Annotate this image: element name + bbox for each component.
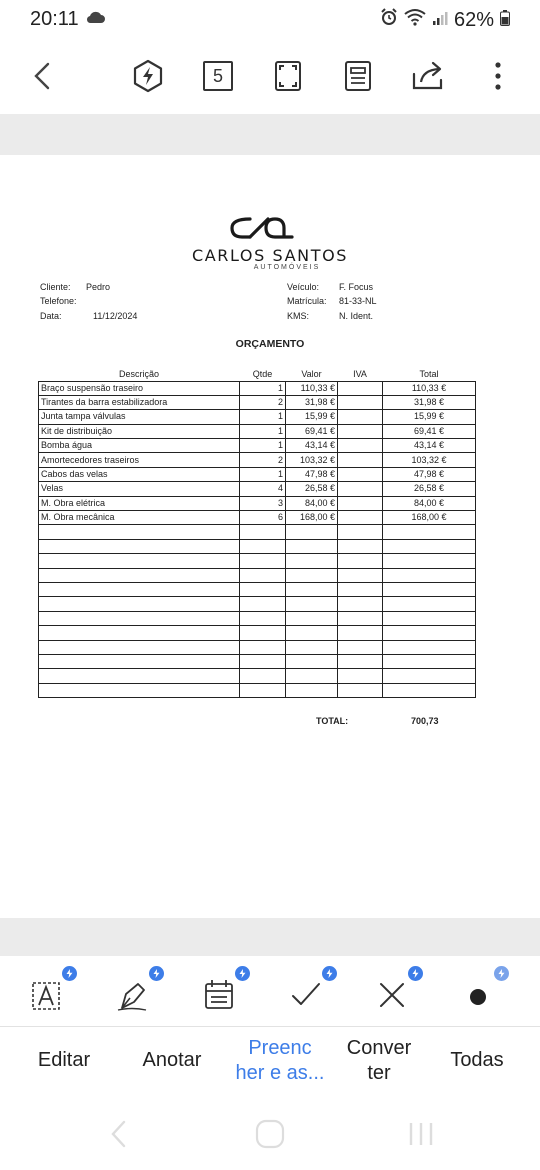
table-cell: M. Obra elétrica <box>39 496 240 510</box>
table-row <box>39 424 476 438</box>
table-cell <box>338 669 383 683</box>
table-cell: 1 <box>240 467 286 481</box>
date-value: 11/12/2024 <box>93 311 138 321</box>
share-button[interactable] <box>408 54 448 98</box>
table-cell: 1 <box>240 439 286 453</box>
tab-fill-and-sign[interactable] <box>230 1036 330 1086</box>
more-options-button[interactable] <box>478 54 518 98</box>
table-row-empty <box>39 669 476 683</box>
table-cell <box>240 539 286 553</box>
viewer-background-bottom <box>0 918 540 956</box>
table-row-empty <box>39 568 476 582</box>
column-header: Descrição <box>39 367 240 381</box>
table-row-empty <box>39 640 476 654</box>
text-field-tool[interactable] <box>25 968 73 1016</box>
signal-icon <box>432 9 448 32</box>
tab-edit[interactable]: Editar <box>37 1049 91 1071</box>
document-title: ORÇAMENTO <box>235 338 305 350</box>
company-subtitle: AUTOMÓVEIS <box>253 264 321 271</box>
nav-back-icon <box>108 1119 130 1149</box>
dot-tool[interactable] <box>457 968 505 1016</box>
table-cell <box>338 410 383 424</box>
table-cell <box>240 626 286 640</box>
table-cell: 3 <box>240 496 286 510</box>
table-cell <box>39 683 240 697</box>
text-box-icon <box>25 974 65 1014</box>
table-cell: 15,99 € <box>286 410 338 424</box>
date-tool[interactable] <box>198 968 246 1016</box>
table-cell <box>286 683 338 697</box>
kms-value: N. Ident. <box>339 311 374 321</box>
table-cell <box>286 654 338 668</box>
table-row-empty <box>39 554 476 568</box>
table-cell: 110,33 € <box>383 381 476 395</box>
system-navigation-bar <box>0 1105 540 1170</box>
table-cell: 47,98 € <box>286 467 338 481</box>
plate-label: Matrícula: <box>287 296 327 306</box>
table-cell: 84,00 € <box>383 496 476 510</box>
plate-value: 81-33-NL <box>339 296 377 306</box>
table-cell <box>383 626 476 640</box>
document-view-icon <box>344 60 372 92</box>
table-cell <box>338 424 383 438</box>
table-cell <box>286 525 338 539</box>
table-cell <box>338 654 383 668</box>
premium-badge-icon <box>322 966 337 981</box>
table-cell: 2 <box>240 395 286 409</box>
table-cell: 47,98 € <box>383 467 476 481</box>
tab-label-line: ter <box>367 1062 391 1084</box>
table-row <box>39 395 476 409</box>
table-cell <box>39 640 240 654</box>
page-count-button[interactable] <box>198 54 238 98</box>
tab-convert[interactable] <box>338 1036 420 1086</box>
tab-annotate[interactable]: Anotar <box>142 1049 202 1071</box>
table-cell <box>240 554 286 568</box>
table-cell <box>338 568 383 582</box>
table-cell <box>240 525 286 539</box>
kms-label: KMS: <box>287 311 310 321</box>
table-cell: Velas <box>39 482 240 496</box>
table-cell: 110,33 € <box>286 381 338 395</box>
battery-icon <box>500 9 510 32</box>
table-cell <box>383 582 476 596</box>
table-cell <box>39 611 240 625</box>
table-cell <box>383 669 476 683</box>
table-row-empty <box>39 626 476 640</box>
table-cell <box>338 611 383 625</box>
page-count-badge: 5 <box>203 61 233 91</box>
share-icon <box>411 60 445 92</box>
table-cell <box>286 568 338 582</box>
table-cell: 1 <box>240 381 286 395</box>
table-cell <box>383 554 476 568</box>
tab-all[interactable]: Todas <box>450 1049 504 1071</box>
table-cell: 6 <box>240 511 286 525</box>
table-cell: Cabos das velas <box>39 467 240 481</box>
table-cell: 43,14 € <box>286 439 338 453</box>
nav-home-icon <box>255 1119 285 1149</box>
table-cell <box>240 597 286 611</box>
table-cell <box>338 539 383 553</box>
company-logo-icon <box>228 215 296 246</box>
table-row-empty <box>39 654 476 668</box>
table-cell: 26,58 € <box>383 482 476 496</box>
table-row-empty <box>39 611 476 625</box>
table-row <box>39 410 476 424</box>
lightning-hexagon-icon <box>132 59 164 93</box>
checkmark-icon <box>285 974 325 1014</box>
table-cell: 103,32 € <box>383 453 476 467</box>
table-cell <box>286 611 338 625</box>
cloud-icon <box>86 10 106 29</box>
table-cell: 1 <box>240 410 286 424</box>
table-cell <box>39 597 240 611</box>
table-cell <box>286 582 338 596</box>
table-cell: 26,58 € <box>286 482 338 496</box>
total-value: 700,73 <box>411 716 439 726</box>
table-cell: 103,32 € <box>286 453 338 467</box>
signature-tool[interactable] <box>112 968 160 1016</box>
table-cell <box>383 683 476 697</box>
table-cell <box>286 597 338 611</box>
table-cell: 31,98 € <box>286 395 338 409</box>
client-value: Pedro <box>86 282 111 292</box>
table-cell <box>338 582 383 596</box>
table-row-empty <box>39 683 476 697</box>
date-label: Data: <box>40 311 62 321</box>
table-cell: 2 <box>240 453 286 467</box>
table-cell: 31,98 € <box>383 395 476 409</box>
table-cell <box>240 582 286 596</box>
wifi-icon <box>404 8 426 32</box>
table-cell: Braço suspensão traseiro <box>39 381 240 395</box>
table-row <box>39 511 476 525</box>
table-cell <box>286 626 338 640</box>
table-cell <box>39 582 240 596</box>
table-cell <box>383 539 476 553</box>
pen-nib-icon <box>112 974 152 1014</box>
table-cell: Tirantes da barra estabilizadora <box>39 395 240 409</box>
table-cell <box>338 597 383 611</box>
total-label: TOTAL: <box>316 716 349 726</box>
table-cell <box>338 511 383 525</box>
tab-label-line: Conver <box>346 1037 412 1059</box>
table-cell <box>383 640 476 654</box>
table-cell <box>338 381 383 395</box>
table-cell <box>338 683 383 697</box>
tab-label-line: Preenc <box>248 1037 312 1059</box>
table-cell <box>338 467 383 481</box>
table-cell <box>383 611 476 625</box>
table-cell: 4 <box>240 482 286 496</box>
table-cell <box>240 611 286 625</box>
alarm-icon <box>380 8 398 32</box>
table-cell <box>286 640 338 654</box>
table-cell <box>39 669 240 683</box>
quick-actions-button[interactable] <box>128 54 168 98</box>
status-time: 20:11 <box>30 8 79 30</box>
client-label: Cliente: <box>40 282 71 292</box>
table-cell <box>338 640 383 654</box>
column-header: Valor <box>286 367 338 381</box>
table-cell: 168,00 € <box>286 511 338 525</box>
table-cell <box>286 539 338 553</box>
table-cell <box>383 597 476 611</box>
table-cell <box>286 669 338 683</box>
dot-icon <box>457 974 497 1014</box>
table-cell: Bomba água <box>39 439 240 453</box>
table-cell <box>240 568 286 582</box>
back-button[interactable] <box>22 54 62 98</box>
table-cell <box>240 654 286 668</box>
table-cell <box>240 683 286 697</box>
table-cell <box>383 654 476 668</box>
table-row <box>39 496 476 510</box>
table-cell <box>39 525 240 539</box>
table-cell <box>338 626 383 640</box>
table-cell: 43,14 € <box>383 439 476 453</box>
more-vertical-icon <box>494 60 502 92</box>
fullscreen-button[interactable] <box>268 54 308 98</box>
vehicle-label: Veículo: <box>287 282 320 292</box>
items-table <box>38 367 476 698</box>
table-row-empty <box>39 582 476 596</box>
table-cell <box>338 554 383 568</box>
checkmark-tool[interactable] <box>285 968 333 1016</box>
company-name: CARLOS SANTOS <box>191 246 349 265</box>
cross-tool[interactable] <box>371 968 419 1016</box>
table-cell <box>286 554 338 568</box>
column-header: Total <box>383 367 476 381</box>
table-cell <box>39 626 240 640</box>
table-cell <box>338 496 383 510</box>
table-row-empty <box>39 525 476 539</box>
premium-badge-icon <box>235 966 250 981</box>
table-cell <box>338 453 383 467</box>
table-cell: 69,41 € <box>286 424 338 438</box>
table-cell: Amortecedores traseiros <box>39 453 240 467</box>
table-row-empty <box>39 597 476 611</box>
table-cell <box>39 654 240 668</box>
table-cell <box>338 482 383 496</box>
table-cell <box>383 568 476 582</box>
nav-home-button[interactable] <box>255 1119 285 1154</box>
table-cell: 168,00 € <box>383 511 476 525</box>
premium-badge-icon <box>149 966 164 981</box>
divider <box>0 1026 540 1027</box>
table-cell: Kit de distribuição <box>39 424 240 438</box>
viewer-background-top <box>0 114 540 155</box>
table-cell: 69,41 € <box>383 424 476 438</box>
table-cell: 84,00 € <box>286 496 338 510</box>
table-row <box>39 467 476 481</box>
cross-icon <box>371 974 411 1014</box>
column-header: IVA <box>338 367 383 381</box>
nav-recents-button[interactable] <box>406 1119 436 1154</box>
top-toolbar <box>0 40 540 114</box>
fullscreen-icon <box>274 60 302 92</box>
table-cell <box>240 640 286 654</box>
status-bar <box>0 0 540 40</box>
nav-recents-icon <box>406 1119 436 1149</box>
table-cell: 1 <box>240 424 286 438</box>
table-cell <box>39 568 240 582</box>
table-row <box>39 482 476 496</box>
table-cell <box>240 669 286 683</box>
table-cell <box>338 525 383 539</box>
premium-badge-icon <box>62 966 77 981</box>
table-cell: M. Obra mecânica <box>39 511 240 525</box>
table-cell <box>338 439 383 453</box>
table-row <box>39 381 476 395</box>
back-arrow-icon <box>31 61 53 91</box>
calendar-icon <box>198 974 238 1014</box>
reading-mode-button[interactable] <box>338 54 378 98</box>
nav-back-button[interactable] <box>108 1119 130 1154</box>
premium-badge-icon <box>408 966 423 981</box>
vehicle-value: F. Focus <box>339 282 374 292</box>
table-header-row <box>39 367 476 381</box>
table-cell: Junta tampa válvulas <box>39 410 240 424</box>
table-cell <box>383 525 476 539</box>
table-cell <box>39 554 240 568</box>
battery-percent: 62% <box>453 8 494 31</box>
table-cell <box>39 539 240 553</box>
table-row <box>39 453 476 467</box>
table-row-empty <box>39 539 476 553</box>
tab-label-line: her e as... <box>235 1062 325 1084</box>
table-row <box>39 439 476 453</box>
phone-label: Telefone: <box>40 296 77 306</box>
table-cell <box>338 395 383 409</box>
table-cell: 15,99 € <box>383 410 476 424</box>
fill-sign-tools <box>0 956 540 1026</box>
premium-badge-icon <box>494 966 509 981</box>
column-header: Qtde <box>240 367 286 381</box>
